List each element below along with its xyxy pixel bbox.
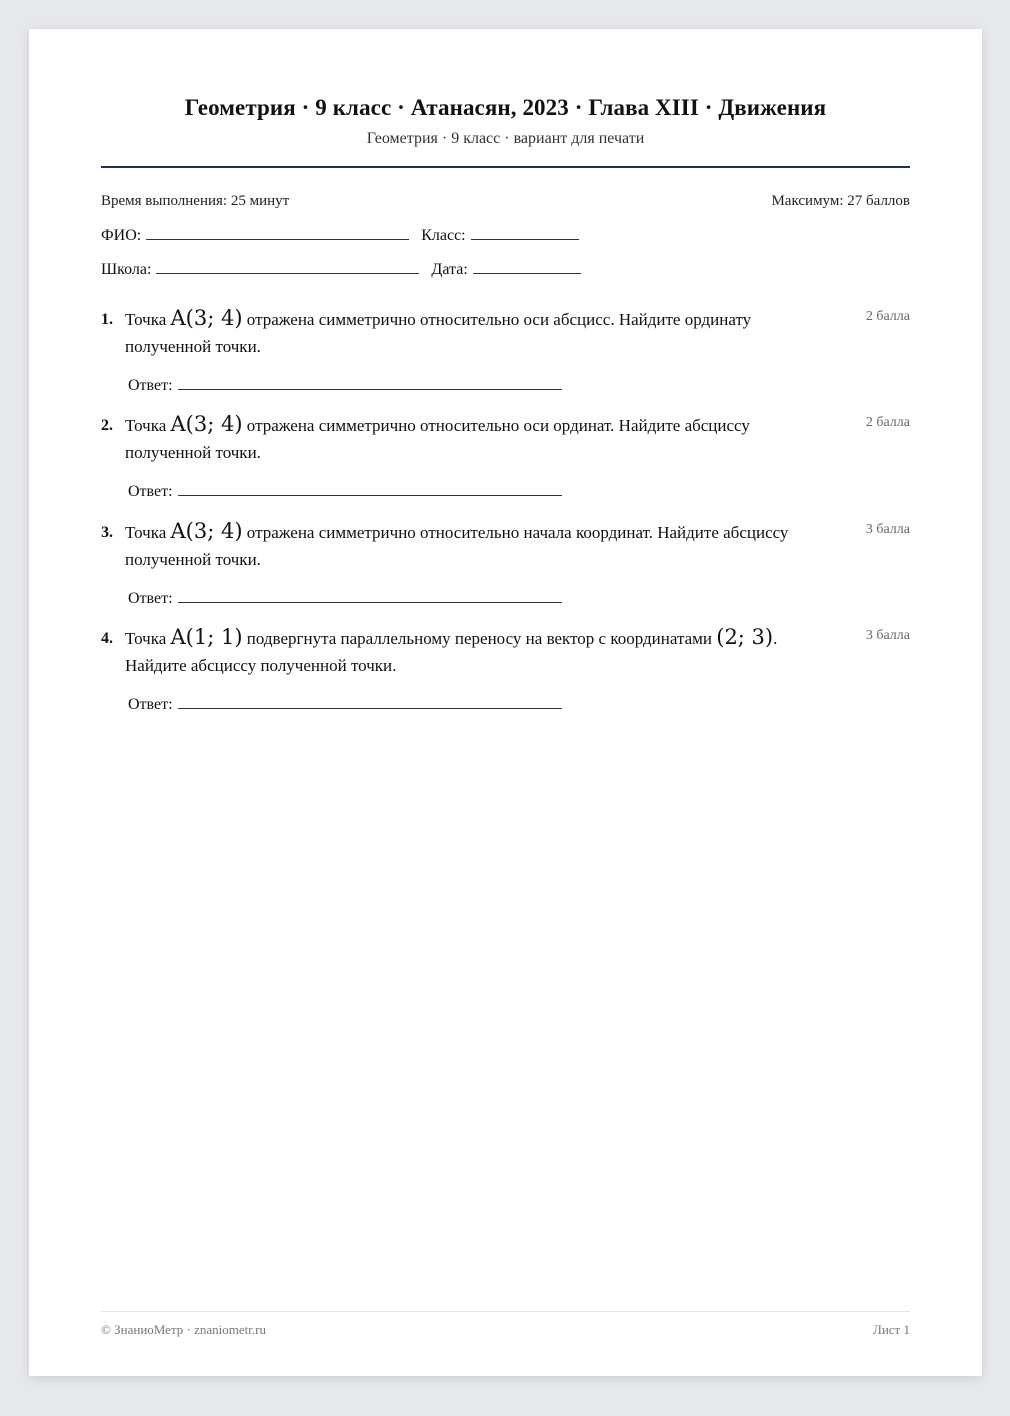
answer-label: Ответ: xyxy=(128,696,173,713)
question-text-pre: Точка xyxy=(125,416,171,435)
question-text-post: . Найдите абсциссу полученной точки. xyxy=(125,629,778,675)
question-text xyxy=(125,411,825,466)
header-divider xyxy=(101,166,910,168)
school-field[interactable] xyxy=(156,259,419,274)
time-limit: Время выполнения: 25 минут xyxy=(101,193,290,209)
footer-divider xyxy=(101,1311,910,1312)
date-field[interactable] xyxy=(473,259,581,274)
max-score: Максимум: 27 баллов xyxy=(771,193,910,209)
answer-row xyxy=(128,481,562,501)
page-title: Геометрия · 9 класс · Атанасян, 2023 · Глава XIII · Движения xyxy=(184,95,827,120)
math-expression: A(1; 1) xyxy=(170,625,243,649)
answer-label: Ответ: xyxy=(128,590,173,607)
answer-field[interactable] xyxy=(178,694,562,709)
answer-label: Ответ: xyxy=(128,483,173,500)
footer-copyright: © ЗнаниоМетр · znaniometr.ru xyxy=(101,1322,266,1337)
question-points: 2 балла xyxy=(865,309,910,324)
question-text-pre: Точка xyxy=(125,629,171,648)
class-field[interactable] xyxy=(471,225,579,240)
question-text-post: отражена симметрично относительно начала координат. Найдите абсциссу полученной точки. xyxy=(125,523,789,569)
math-expression: A(3; 4) xyxy=(170,306,243,330)
math-expression-vector: (2; 3) xyxy=(716,625,774,649)
fio-field[interactable] xyxy=(146,225,409,240)
question-text-post: отражена симметрично относительно оси абсцисс. Найдите ординату полученной точки. xyxy=(125,310,752,356)
page-subtitle: Геометрия · 9 класс · вариант для печати xyxy=(366,130,645,147)
question-text-mid: подвергнута параллельному переносу на вектор с координатами xyxy=(242,629,717,648)
student-fields-row-1 xyxy=(101,225,579,245)
question-text xyxy=(125,518,825,573)
answer-field[interactable] xyxy=(178,481,562,496)
question-points: 2 балла xyxy=(865,415,910,430)
school-label: Школа: xyxy=(101,261,152,278)
question-points: 3 балла xyxy=(865,628,910,643)
question-number: 3. xyxy=(101,524,113,541)
question-text-pre: Точка xyxy=(125,310,171,329)
class-label: Класс: xyxy=(421,227,466,244)
page-footer xyxy=(101,1322,910,1338)
worksheet-page xyxy=(29,29,982,1376)
date-label: Дата: xyxy=(431,261,468,278)
math-expression: A(3; 4) xyxy=(170,519,243,543)
question-number: 1. xyxy=(101,311,113,328)
question-number: 4. xyxy=(101,630,113,647)
answer-row xyxy=(128,588,562,608)
answer-row xyxy=(128,694,562,714)
question-number: 2. xyxy=(101,417,113,434)
student-fields-row-2 xyxy=(101,259,581,279)
question-text xyxy=(125,624,825,679)
footer-page-number: Лист 1 xyxy=(873,1322,910,1337)
meta-row xyxy=(101,193,910,210)
page-content xyxy=(101,29,910,1376)
question-points: 3 балла xyxy=(865,522,910,537)
fio-label: ФИО: xyxy=(101,227,142,244)
answer-row xyxy=(128,375,562,395)
question-text-pre: Точка xyxy=(125,523,171,542)
answer-field[interactable] xyxy=(178,375,562,390)
question-text xyxy=(125,305,825,360)
math-expression: A(3; 4) xyxy=(170,412,243,436)
answer-label: Ответ: xyxy=(128,377,173,394)
question-text-post: отражена симметрично относительно оси ординат. Найдите абсциссу полученной точки. xyxy=(125,416,750,462)
answer-field[interactable] xyxy=(178,588,562,603)
